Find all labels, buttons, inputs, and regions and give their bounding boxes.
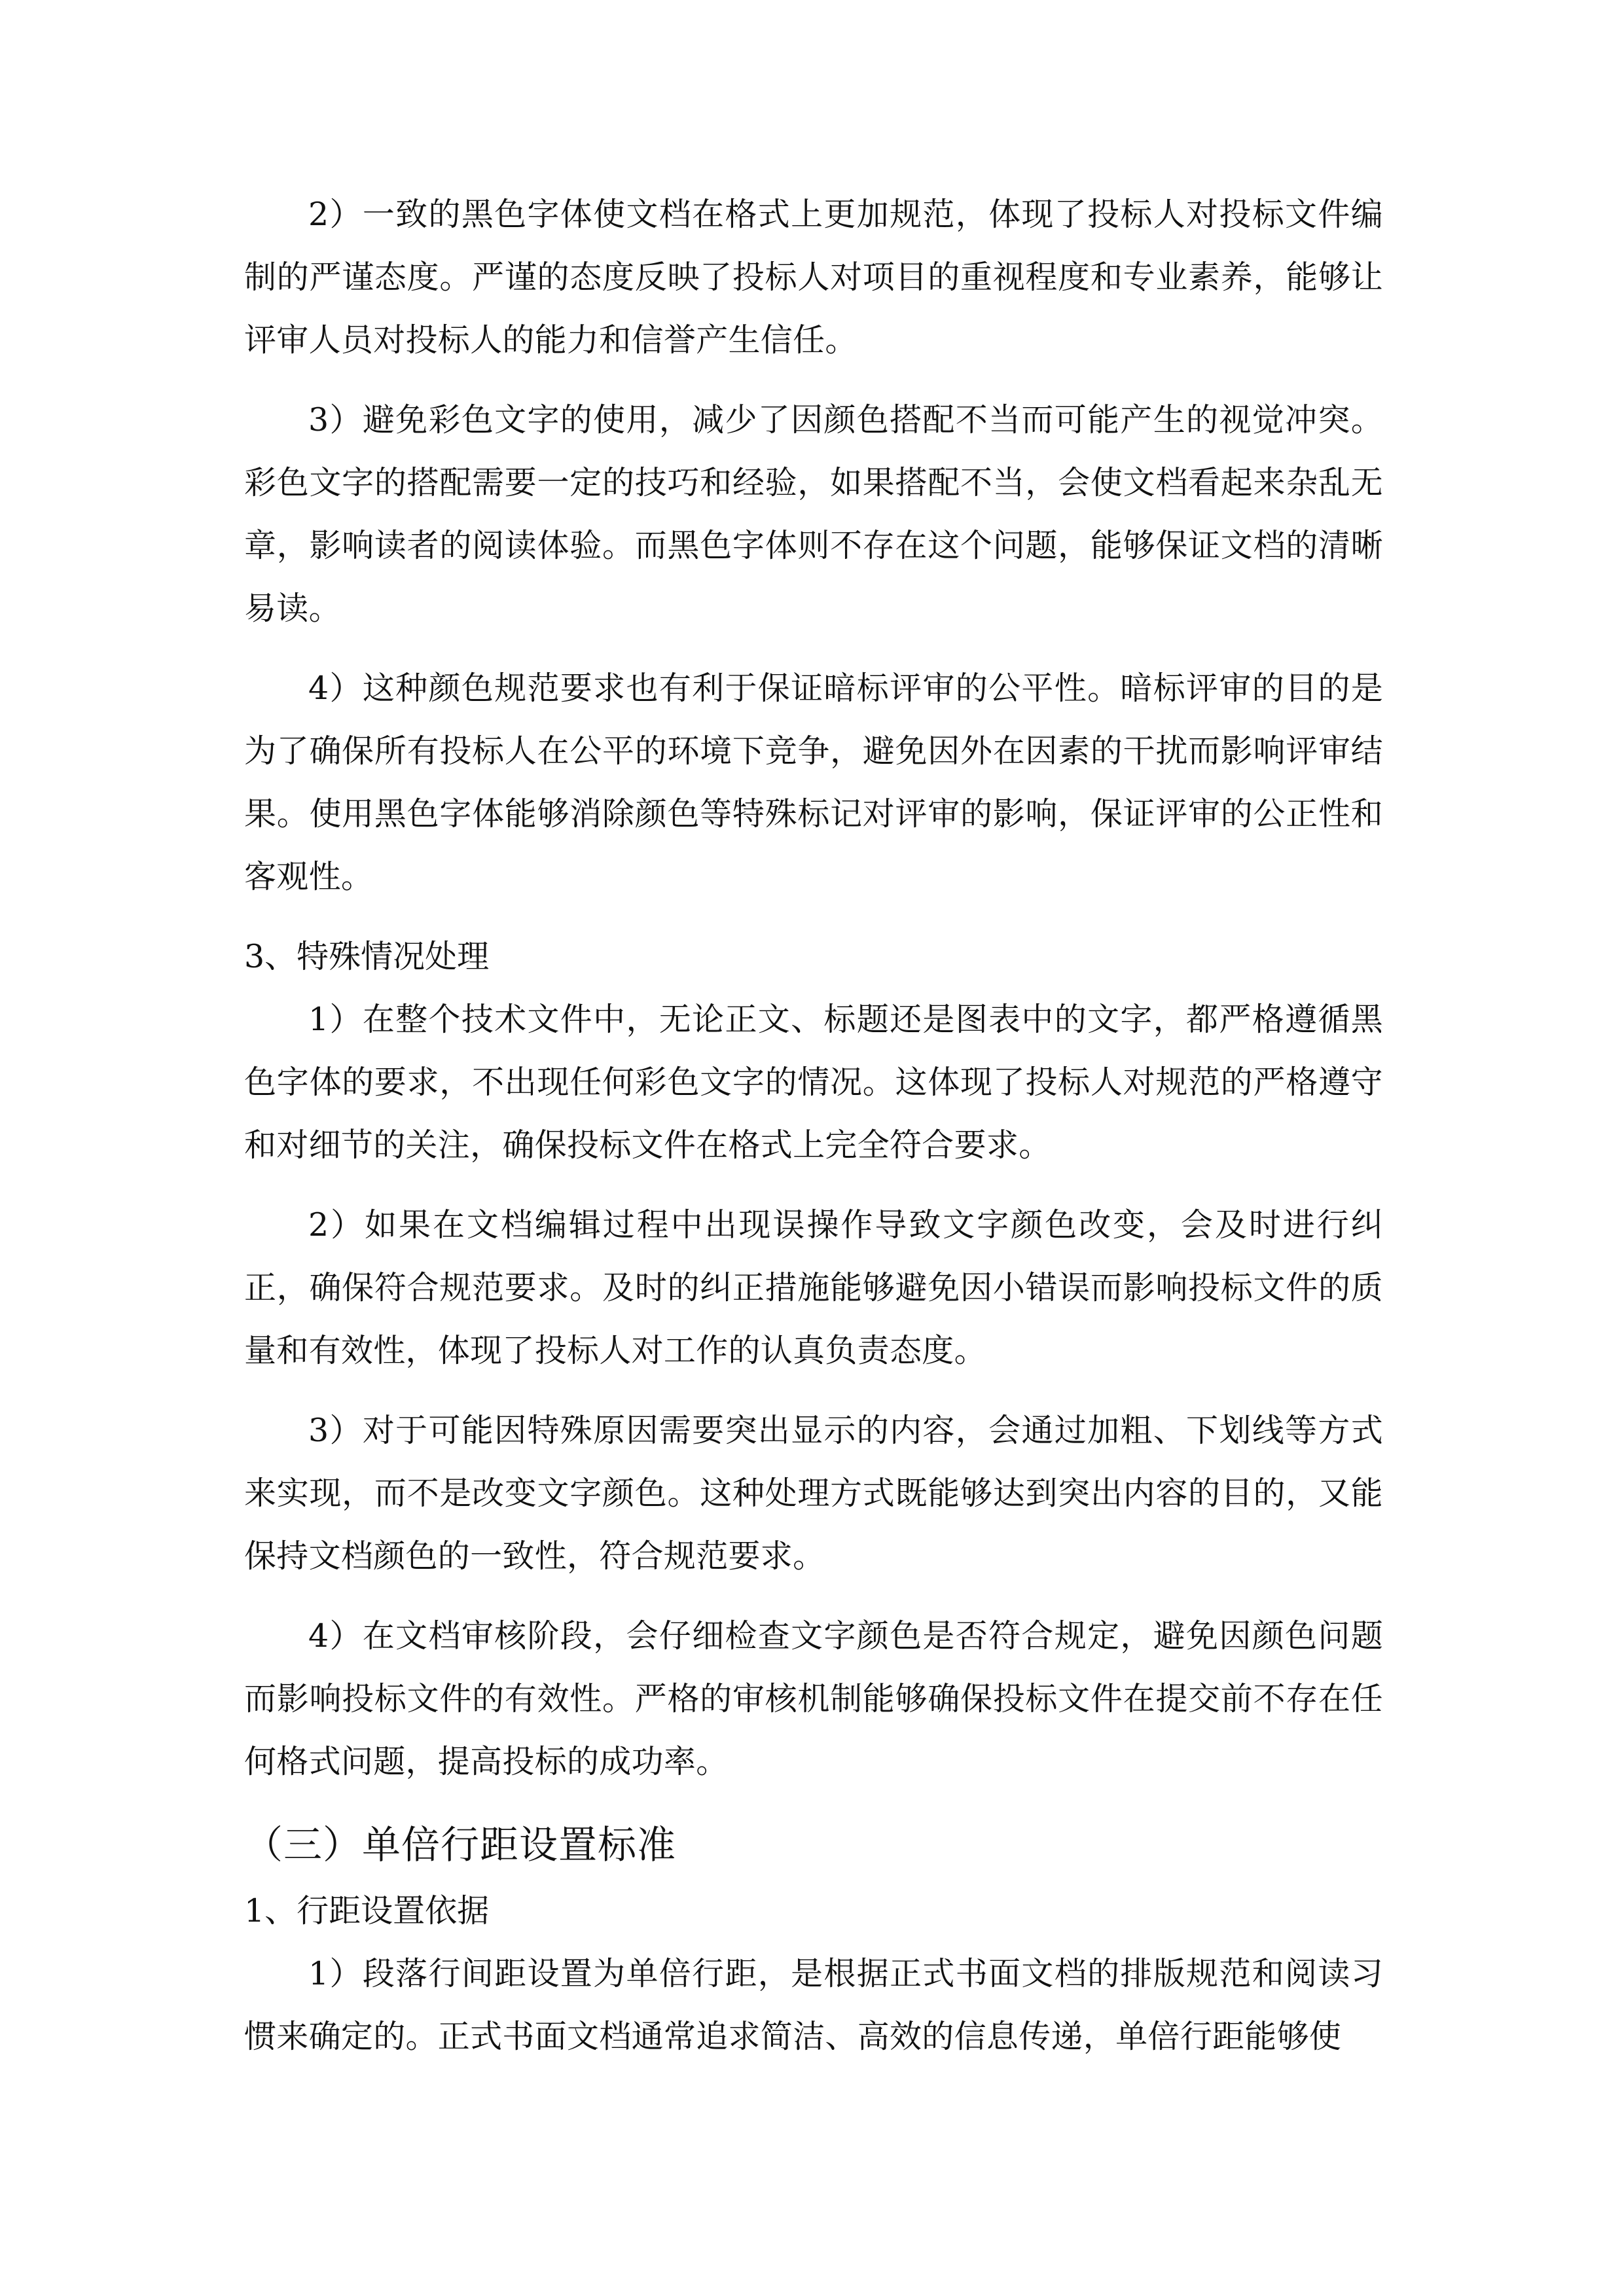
section-heading-line-spacing: （三）单倍行距设置标准 bbox=[244, 1822, 677, 1867]
paragraph-2-consistent-black-font: 2）一致的黑色字体使文档在格式上更加规范，体现了投标人对投标文件编制的严谨态度。严谨的态度反映了投标人对项目的重视程度和专业素养，能够让评审人员对投标人的能力和信誉产生信任。 bbox=[244, 196, 1383, 359]
paragraph-4-review-stage: 4）在文档审核阶段，会仔细检查文字颜色是否符合规定，避免因颜色问题而影响投标文件的有效性。严格的审核机制能够确保投标文件在提交前不存在任何格式问题，提高投标的成功率。 bbox=[244, 1617, 1383, 1780]
paragraph-1-entire-document-black: 1）在整个技术文件中，无论正文、标题还是图表中的文字，都严格遵循黑色字体的要求，不出现任何彩色文字的情况。这体现了投标人对规范的严格遵守和对细节的关注，确保投标文件在格式上完全符合要求。 bbox=[244, 1001, 1383, 1164]
paragraph-2-correct-mistakes: 2）如果在文档编辑过程中出现误操作导致文字颜色改变，会及时进行纠正，确保符合规范要求。及时的纠正措施能够避免因小错误而影响投标文件的质量和有效性，体现了投标人对工作的认真负责态度。 bbox=[244, 1206, 1383, 1369]
paragraph-3-emphasis-methods: 3）对于可能因特殊原因需要突出显示的内容，会通过加粗、下划线等方式来实现，而不是改变文字颜色。这种处理方式既能够达到突出内容的目的，又能保持文档颜色的一致性，符合规范要求。 bbox=[244, 1412, 1383, 1575]
paragraph-3-avoid-color-text: 3）避免彩色文字的使用，减少了因颜色搭配不当而可能产生的视觉冲突。彩色文字的搭配需要一定的技巧和经验，如果搭配不当，会使文档看起来杂乱无章，影响读者的阅读体验。而黑色字体则不存在这个问题，能够保证文档的清晰易读。 bbox=[244, 401, 1383, 627]
paragraph-1-single-spacing: 1）段落行间距设置为单倍行距，是根据正式书面文档的排版规范和阅读习惯来确定的。正式书面文档通常追求简洁、高效的信息传递，单倍行距能够使 bbox=[244, 1955, 1383, 2055]
subheading-spacing-basis: 1、行距设置依据 bbox=[244, 1892, 490, 1929]
document-body bbox=[244, 183, 1383, 2085]
subheading-special-cases: 3、特殊情况处理 bbox=[244, 938, 490, 975]
paragraph-4-fair-review: 4）这种颜色规范要求也有利于保证暗标评审的公平性。暗标评审的目的是为了确保所有投标人在公平的环境下竞争，避免因外在因素的干扰而影响评审结果。使用黑色字体能够消除颜色等特殊标记对评审的影响，保证评审的公正性和客观性。 bbox=[244, 670, 1383, 895]
